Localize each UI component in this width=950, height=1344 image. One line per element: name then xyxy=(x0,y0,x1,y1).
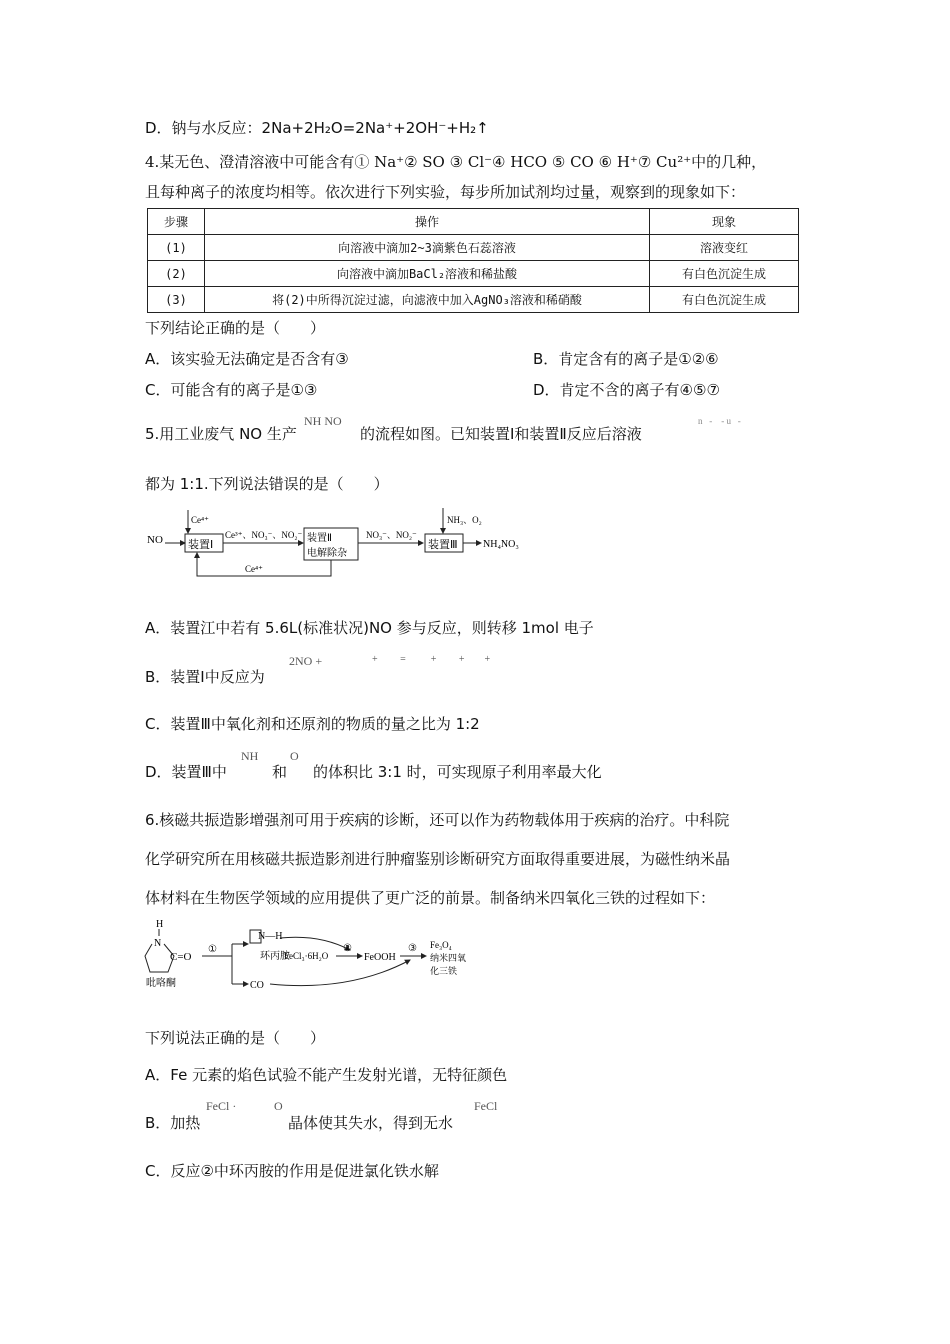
table-cell: 将(2)中所得沉淀过滤，向滤液中加入AgNO₃溶液和稀硝酸 xyxy=(205,287,650,313)
q6-option-b-part2: 晶体使其失水，得到无水 xyxy=(288,1114,454,1132)
q4-question: 下列结论正确的是（ ） xyxy=(145,319,326,337)
q5-option-d-formula1: NH xyxy=(241,749,259,763)
fecl3-label: FeCl₃·6H₂O xyxy=(284,951,329,961)
step2-label: ② xyxy=(343,943,352,954)
device2-line1: 装置Ⅱ xyxy=(307,533,332,544)
q5-option-c: C．装置Ⅲ中氧化剂和还原剂的物质的量之比为 1:2 xyxy=(145,715,480,733)
q4-option-c: C．可能含有的离子是①③ xyxy=(145,381,318,399)
q5-stem-formula: NH NO xyxy=(304,414,342,428)
q6-stem-line1: 6.核磁共振造影增强剂可用于疾病的诊断，还可以作为药物载体用于疾病的治疗。中科院 xyxy=(145,811,730,829)
q6-option-a: A．Fe 元素的焰色试验不能产生发射光谱，无特征颜色 xyxy=(145,1066,508,1084)
co-label: CO xyxy=(250,980,264,991)
ce4-bottom-label: Ce⁴⁺ xyxy=(245,564,263,574)
q5-faint-marks: n - - u - xyxy=(698,416,741,426)
q4-stem-line1: 4.某无色、澄清溶液中可能含有① Na⁺② SO ③ Cl⁻④ HCO ⑤ CO ⑥ H⁺⑦ Cu²⁺中的几种， xyxy=(145,153,767,171)
table-header-row xyxy=(148,209,799,235)
table-header-operation: 操作 xyxy=(205,209,650,235)
co-group-label: C=O xyxy=(170,951,192,963)
q6-option-b-formula2: FeCl xyxy=(474,1099,498,1113)
product-label: NH₄NO₃ xyxy=(483,539,519,550)
q4-stem-line2: 且每种离子的浓度均相等。依次进行下列实验，每步所加试剂均过量，观察到的现象如下： xyxy=(145,183,746,201)
table-row xyxy=(148,287,799,313)
step1-label: ① xyxy=(208,944,217,955)
mid-label2: NO₃⁻、NO₂⁻ xyxy=(366,530,417,540)
q6-question: 下列说法正确的是（ ） xyxy=(145,1029,326,1047)
nano-label-1: 纳米四氧 xyxy=(430,953,467,963)
q5-option-d-part1: D．装置Ⅲ中 xyxy=(145,763,227,781)
q6-stem-line3: 体材料在生物医学领域的应用提供了更广泛的前景。制备纳米四氧化三铁的过程如下： xyxy=(145,889,716,907)
q4-option-a: A．该实验无法确定是否含有③ xyxy=(145,350,349,368)
step3-label: ③ xyxy=(408,943,417,954)
nh3-o2-label: NH₃、O₂ xyxy=(447,515,482,525)
ce4-top-label: Ce⁴⁺ xyxy=(191,515,209,525)
table-cell: 有白色沉淀生成 xyxy=(650,287,799,313)
table-row xyxy=(148,261,799,287)
q6-option-b-formula1: FeCl · xyxy=(206,1099,237,1113)
table-cell: (3) xyxy=(148,287,205,313)
q5-option-a: A．装置江中若有 5.6L(标准状况)NO 参与反应，则转移 1mol 电子 xyxy=(145,619,594,637)
arrow-co-curve xyxy=(270,960,410,986)
q5-option-b-formula: 2NO + xyxy=(289,654,323,668)
table-row xyxy=(148,235,799,261)
q6-option-b-part1: B．加热 xyxy=(145,1114,201,1132)
device1-label: 装置Ⅰ xyxy=(188,539,214,551)
q4-option-b: B．肯定含有的离子是①②⑥ xyxy=(533,350,719,368)
nano-label-2: 化三铁 xyxy=(430,966,458,976)
n-label: N xyxy=(154,938,162,949)
table-header-phenomenon: 现象 xyxy=(650,209,799,235)
table-cell: 溶液变红 xyxy=(650,235,799,261)
table-cell: (1) xyxy=(148,235,205,261)
table-header-step: 步骤 xyxy=(148,209,205,235)
pyrrolidone-label: 吡咯酮 xyxy=(146,978,176,989)
q5-option-b-faint: + = + + + xyxy=(372,654,491,665)
q6-option-b-formula1b: O xyxy=(274,1099,283,1113)
no-label: NO xyxy=(147,534,163,546)
q4-option-d: D．肯定不含的离子有④⑤⑦ xyxy=(533,381,720,399)
q3-option-d: D．钠与水反应：2Na+2H₂O=2Na⁺+2OH⁻+H₂↑ xyxy=(145,119,489,137)
q5-stem-line2: 都为 1:1.下列说法错误的是（ ） xyxy=(145,475,389,493)
q6-synthesis-diagram xyxy=(140,914,490,994)
h-label: H xyxy=(156,919,164,930)
q6-stem-line2: 化学研究所在用核磁共振造影剂进行肿瘤鉴别诊断研究方面取得重要进展，为磁性纳米晶 xyxy=(145,850,731,868)
table-cell: 向溶液中滴加BaCl₂溶液和稀盐酸 xyxy=(205,261,650,287)
q5-option-d-formula2: O xyxy=(290,749,299,763)
q5-stem-part2: 的流程如图。已知装置Ⅰ和装置Ⅱ反应后溶液 xyxy=(360,425,642,443)
table-cell: 有白色沉淀生成 xyxy=(650,261,799,287)
q5-option-d-and: 和 xyxy=(272,763,288,781)
q5-flow-diagram xyxy=(145,506,535,582)
table-cell: (2) xyxy=(148,261,205,287)
q5-option-d-part2: 的体积比 3:1 时，可实现原子利用率最大化 xyxy=(313,763,602,781)
device3-label: 装置Ⅲ xyxy=(428,539,458,551)
q5-stem-part1: 5.用工业废气 NO 生产 xyxy=(145,425,297,443)
q6-option-c: C．反应②中环丙胺的作用是促进氯化铁水解 xyxy=(145,1162,439,1180)
nh-label: N—H xyxy=(258,931,283,942)
cyclopropylamine-label: 环丙胺 xyxy=(260,951,290,962)
q5-option-b: B．装置Ⅰ中反应为 xyxy=(145,668,265,686)
arrow-amine-curve xyxy=(280,937,350,950)
feooh-label: FeOOH xyxy=(364,952,396,963)
fe3o4-label: Fe₃O₄ xyxy=(430,940,452,950)
table-cell: 向溶液中滴加2~3滴紫色石蕊溶液 xyxy=(205,235,650,261)
experiment-table xyxy=(147,208,799,313)
mid-label: Ce³⁺、NO₃⁻、NO₂⁻ xyxy=(225,530,303,540)
device2-line2: 电解除杂 xyxy=(307,548,347,559)
